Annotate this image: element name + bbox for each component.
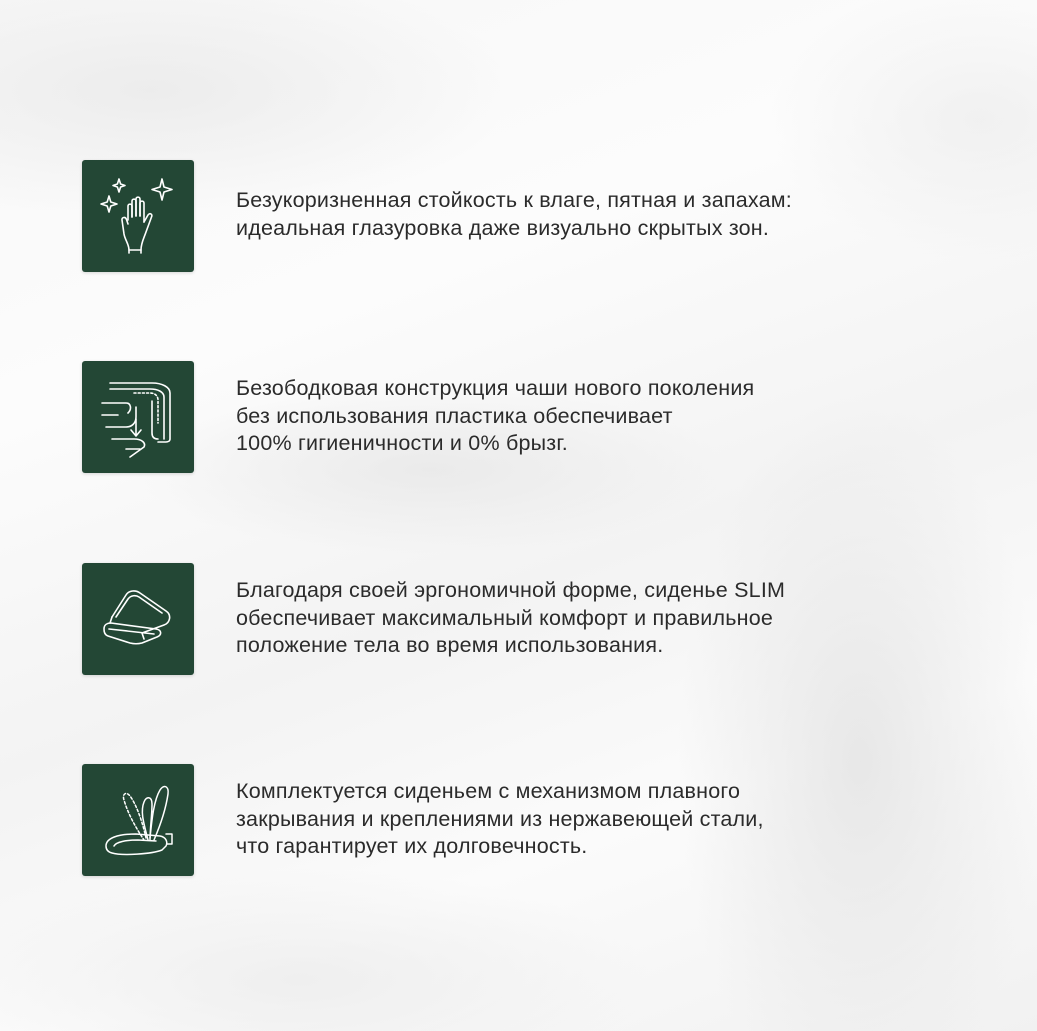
slim-seat-icon — [82, 563, 194, 675]
feature-description — [236, 375, 926, 458]
feature-description-line: Безободковая конструкция чаши нового поколения — [236, 376, 755, 400]
feature-description-line: идеальная глазуровка даже визуально скрытых зон. — [236, 215, 770, 240]
feature-description-line: что гарантирует их долговечность. — [236, 834, 588, 858]
feature-description-line: закрывания и креплениями из нержавеющей стали, — [236, 806, 764, 831]
clean-hand-sparkle-icon — [82, 160, 194, 272]
feature-description-line: 100% гигиеничности и 0% брызг. — [236, 431, 568, 455]
feature-description — [236, 778, 926, 861]
feature-item-rimless-bowl — [82, 361, 932, 473]
feature-description-line: Комплектуется сиденьем с механизмом плавного — [236, 779, 741, 803]
feature-item-slim-seat — [82, 563, 932, 675]
feature-item-soft-close — [82, 764, 932, 876]
rimless-bowl-icon — [82, 361, 194, 473]
feature-description — [236, 577, 926, 660]
feature-item-stain-resistance — [82, 160, 932, 272]
feature-description-line: без использования пластика обеспечивает — [236, 403, 673, 428]
feature-description-line: обеспечивает максимальный комфорт и правильное — [236, 605, 774, 630]
feature-description — [236, 187, 926, 242]
soft-close-seat-icon — [82, 764, 194, 876]
feature-description-line: положение тела во время использования. — [236, 633, 664, 657]
feature-description-line: Безукоризненная стойкость к влаге, пятная и запахам: — [236, 188, 792, 212]
feature-description-line: Благодаря своей эргономичной форме, сиденье SLIM — [236, 578, 786, 602]
